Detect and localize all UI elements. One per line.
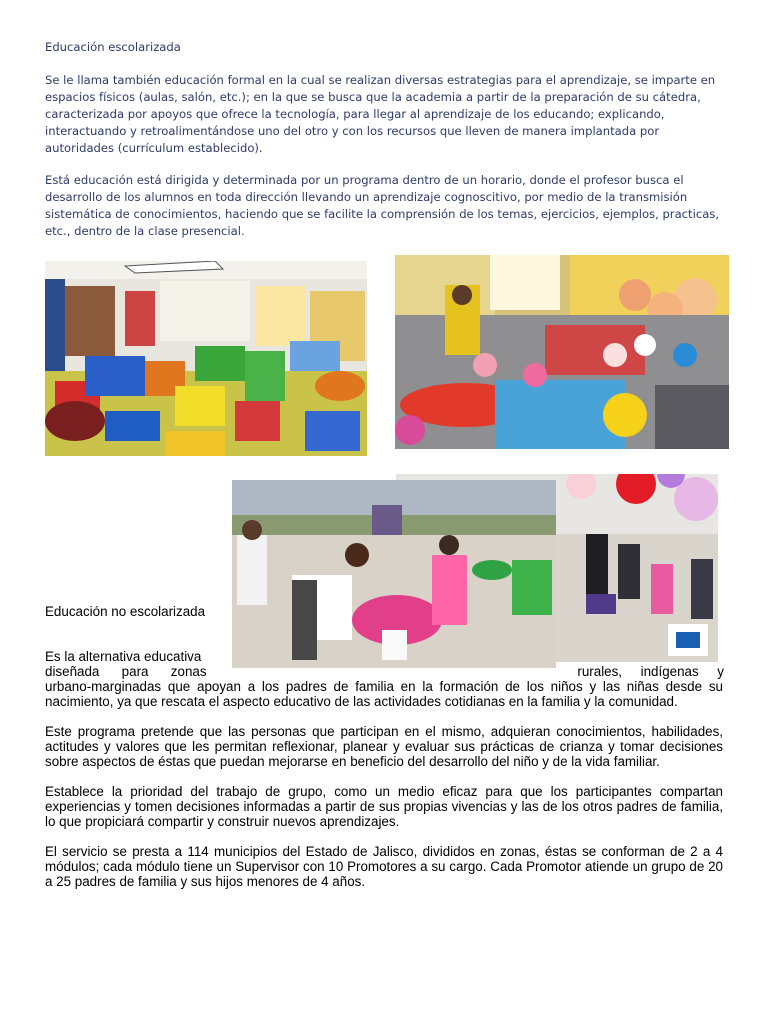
section-nonformal-body xyxy=(45,679,723,889)
paragraph-formal-2: Está educación está dirigida y determinada por un programa dentro de un horario, donde el profesor busca el desarrollo de los alumnos en toda dirección llevando un aprendizaje cognoscitivo, por medio de la transmisión sistemática de conocimientos, haciendo que se facilite la comprensión de los temas, ejercicios, ejemplos, practicas, etc., dentro de la clase presencial. xyxy=(45,173,720,238)
intro-line-2-end: rurales, indígenas y xyxy=(577,664,724,679)
paragraph-nonformal-1: Este programa pretende que las personas que participan en el mismo, adquieran conocimientos, habilidades, actitudes y valores que les permitan reflexionar, planear y evaluar sus prácticas de crianza y tomar decisiones sobre aspectos de éstas que puedan mejorarse en beneficio del desarrollo del niño y de la vida familiar. xyxy=(45,724,723,769)
heading-formal: Educación escolarizada xyxy=(45,40,181,54)
heading-nonformal: Educación no escolarizada xyxy=(45,604,206,619)
paragraph-nonformal-2: Establece la prioridad del trabajo de grupo, como un medio eficaz para que los participantes compartan experiencias y tomen decisiones informadas a partir de sus propias vivencias y las de los otros padres de familia, lo que propiciará compartir y construir nuevos aprendizajes. xyxy=(45,784,723,829)
classroom-toys-photo xyxy=(45,261,367,456)
intro-line-1: Es la alternativa educativa xyxy=(45,649,202,664)
classroom-children-photo xyxy=(395,255,729,449)
outdoor-play-photo xyxy=(232,480,556,668)
paragraph-formal-1: Se le llama también educación formal en la cual se realizan diversas estrategias para el aprendizaje, se imparte en espacios físicos (aulas, salón, etc.); en la que se busca que la academia a partir de la preparación de su cátedra, caracterizada por apoyos que ofrece la tecnología, para llegar al aprendizaje de los educando; explicando, interactuando y retroalimentándose uno del otro y con los recursos que lleven de manera implantada por autoridades (currículum establecido). xyxy=(45,73,716,155)
section-formal xyxy=(45,39,725,240)
intro-line-2-start: diseñada para zonas xyxy=(45,664,207,679)
intro-rest: urbano-marginadas que apoyan a los padres de familia en la formación de los niños y las niñas desde su nacimiento, ya que rescata el aspecto educativo de las actividades cotidianas en la familia y la comunidad. xyxy=(45,679,723,709)
paragraph-nonformal-3: El servicio se presta a 114 municipios del Estado de Jalisco, divididos en zonas, éstas se conforman de 2 a 4 módulos; cada módulo tiene un Supervisor con 10 Promotores a su cargo. Cada Promotor atiende un grupo de 20 a 25 padres de familia y sus hijos menores de 4 años. xyxy=(45,844,723,889)
